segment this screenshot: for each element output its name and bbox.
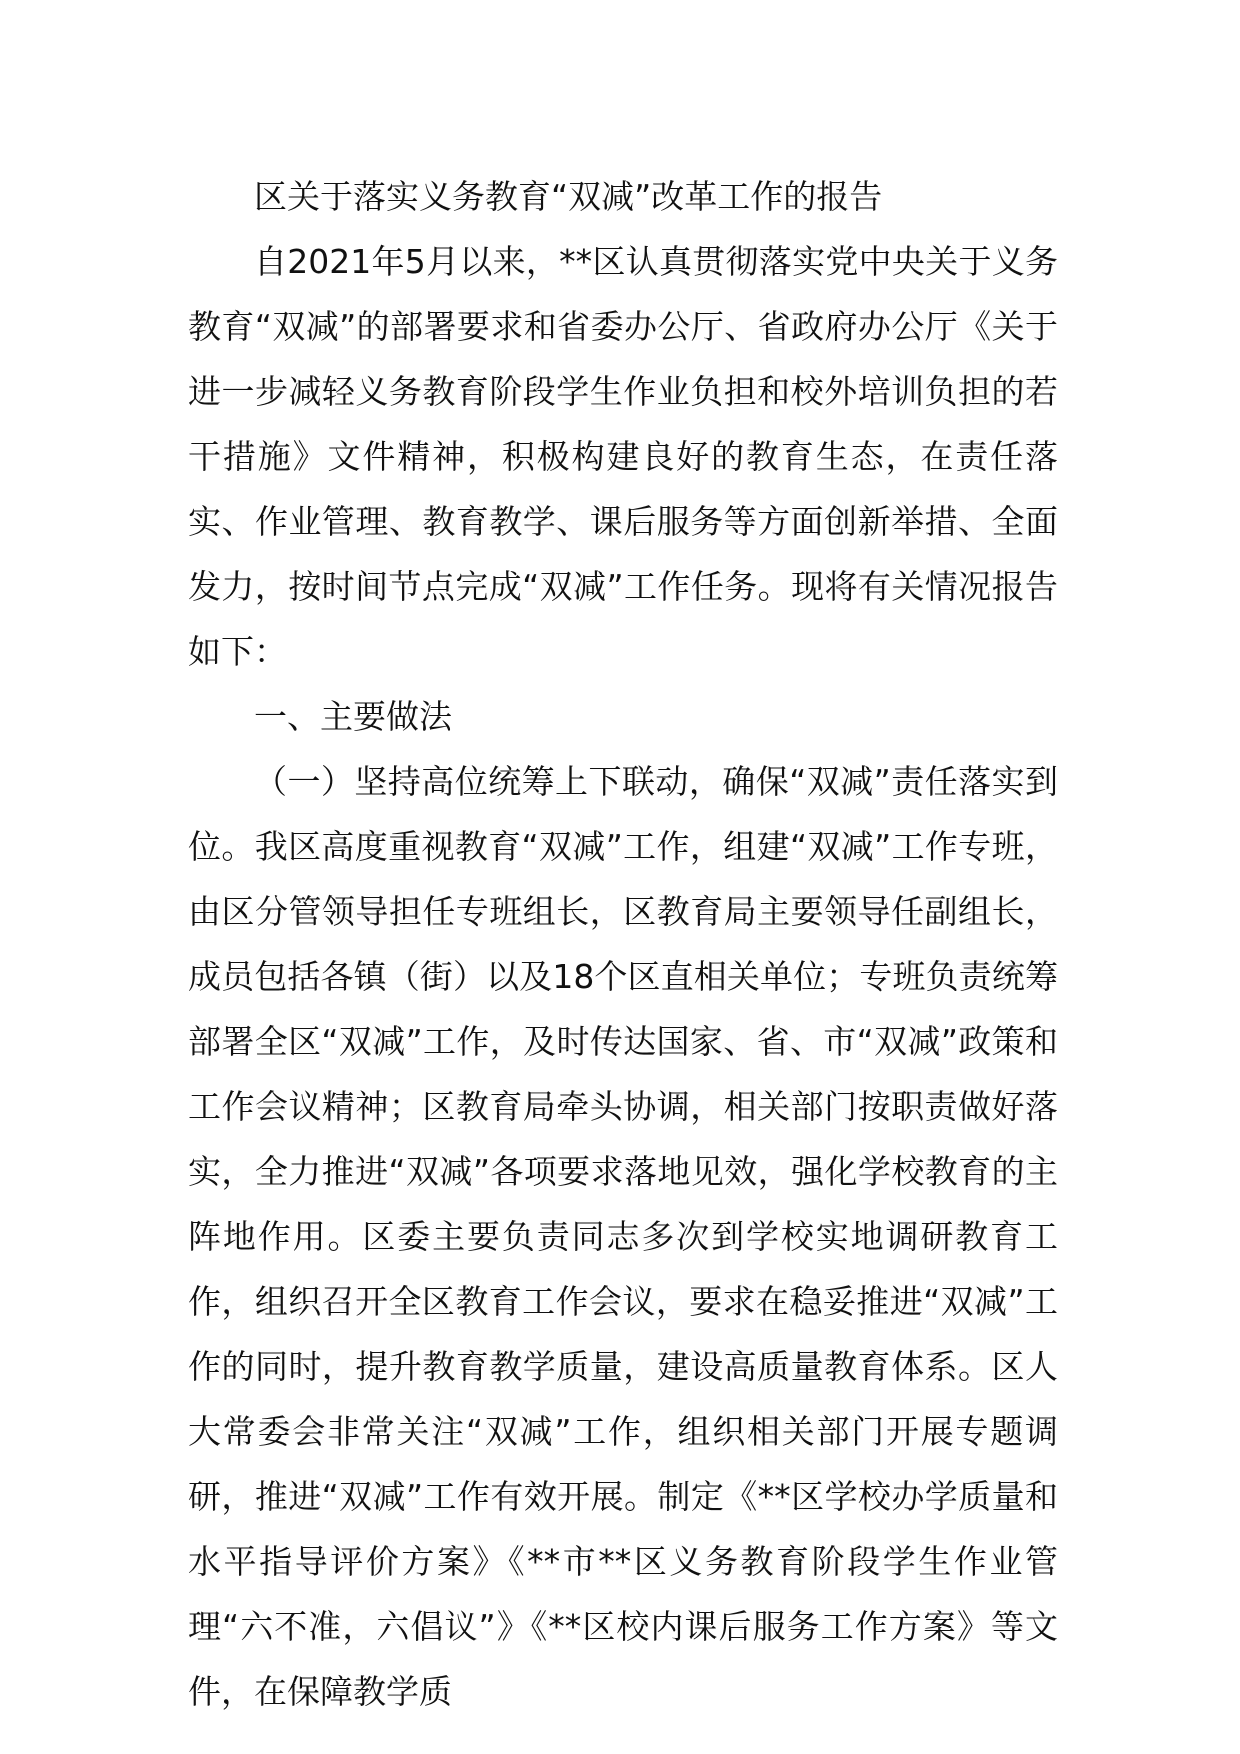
body-paragraph-coordination: （一）坚持高位统筹上下联动，确保“双减”责任落实到位。我区高度重视教育“双减”工作，组建“双减”工作专班，由区分管领导担任专班组长，区教育局主要领导任副组长，成员包括各镇（街）以及18个区直相关单位；专班负责统筹部署全区“双减”工作，及时传达国家、省、市“双减”政策和工作会议精神；区教育局牵头协调，相关部门按职责做好落实，全力推进“双减”各项要求落地见效，强化学校教育的主阵地作用。区委主要负责同志多次到学校实地调研教育工作，组织召开全区教育工作会议，要求在稳妥推进“双减”工作的同时，提升教育教学质量，建设高质量教育体系。区人大常委会非常关注“双减”工作，组织相关部门开展专题调研，推进“双减”工作有效开展。制定《**区学校办学质量和水平指导评价方案》《**市**区义务教育阶段学生作业管理“六不准，六倡议”》《**区校内课后服务工作方案》等文件，在保障教学质 xyxy=(188,762,1058,1711)
document-title: 区关于落实义务教育“双减”改革工作的报告 xyxy=(254,177,883,216)
document-body xyxy=(188,164,1058,1724)
section-heading-main-practices: 一、主要做法 xyxy=(254,697,452,736)
body-paragraph-intro: 自2021年5月以来，**区认真贯彻落实党中央关于义务教育“双减”的部署要求和省委办公厅、省政府办公厅《关于进一步减轻义务教育阶段学生作业负担和校外培训负担的若干措施》文件精神，积极构建良好的教育生态，在责任落实、作业管理、教育教学、课后服务等方面创新举措、全面发力，按时间节点完成“双减”工作任务。现将有关情况报告如下： xyxy=(188,242,1058,671)
